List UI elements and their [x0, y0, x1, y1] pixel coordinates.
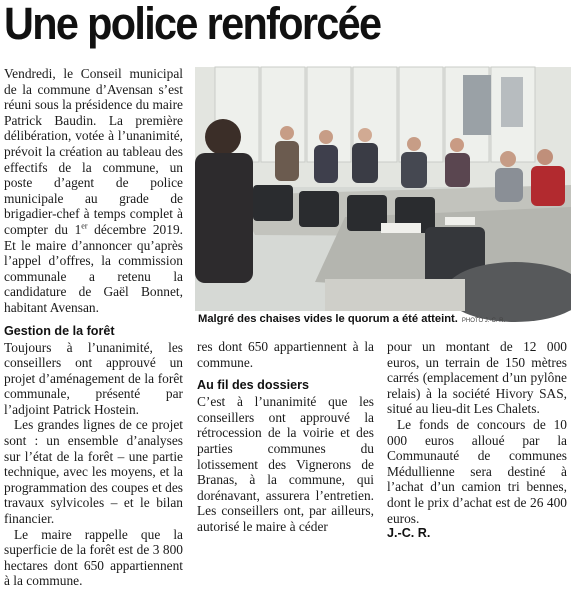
section-heading-files: Au fil des dossiers: [197, 378, 309, 393]
paragraph-project-outline: Les grandes lignes de ce projet sont : un ensemble d’analyses sur l’état de la forêt – une partie technique, avec les moyens, et la programmation des coupes et des travaux sylvicoles – et le bilan financier.: [4, 417, 183, 527]
article-column-1: [4, 66, 183, 589]
paragraph-intro: Vendredi, le Conseil municipal de la commune d’Avensan s’est réuni sous la présidence du maire Patrick Baudin. La première délibération, votée à l’unanimité, prévoit la création au tableau des effectifs de la commune, un poste d’agent de police municipale au grade de brigadier-chef à temps complet à compter du 1er décembre 2019. Et le maire d’annoncer qu’après l’appel d’offres, la commission communale a retenu la candidature de Gaël Bonnet, habitant Avensan.: [4, 66, 183, 315]
photo-caption: Malgré des chaises vides le quorum a été atteint. PHOTO J.-C. R.: [198, 313, 506, 325]
paragraph-forest-area: Le maire rappelle que la superficie de la forêt est de 3 800 hectares dont 650 appartiennent à la commune.: [4, 526, 183, 589]
paragraph-community-fund: Le fonds de concours de 10 000 euros alloué par la Communauté de communes Médullienne sera destiné à l’achat d’un camion tri bennes, dont le prix d’achat est de 26 400 euros.: [387, 416, 567, 526]
paragraph-forest-project: Toujours à l’unanimité, les conseillers ont approuvé un projet d’aménagement de la forêt communale, présenté par l’adjoint Patrick Hostein.: [4, 339, 183, 417]
author-signature: J.-C. R.: [387, 526, 431, 541]
section-heading-forest: Gestion de la forêt: [4, 323, 115, 338]
article-column-3: [387, 339, 567, 541]
article-column-2: [197, 339, 374, 534]
paragraph-land-sale: pour un montant de 12 000 euros, un terrain de 150 mètres carrés (emplacement d’un pylône relais) à la société Hivory SAS, situé au lieu-dit Les Chalets.: [387, 339, 567, 417]
photo-credit: PHOTO J.-C. R.: [461, 318, 506, 324]
paragraph-continuation: res dont 650 appartiennent à la commune.: [197, 339, 374, 370]
paragraph-road-handover: C’est à l’unanimité que les conseillers ont approuvé la rétrocession de la voirie et des parties communes du lotissement des Vignerons de Branas, à la commune, qui dorénavant, assurera l’entretien. Les conseillers ont, par ailleurs, autorisé le maire à céder: [197, 394, 374, 534]
council-meeting-photo: [195, 67, 571, 311]
article-headline: Une police renforcée: [4, 0, 381, 49]
